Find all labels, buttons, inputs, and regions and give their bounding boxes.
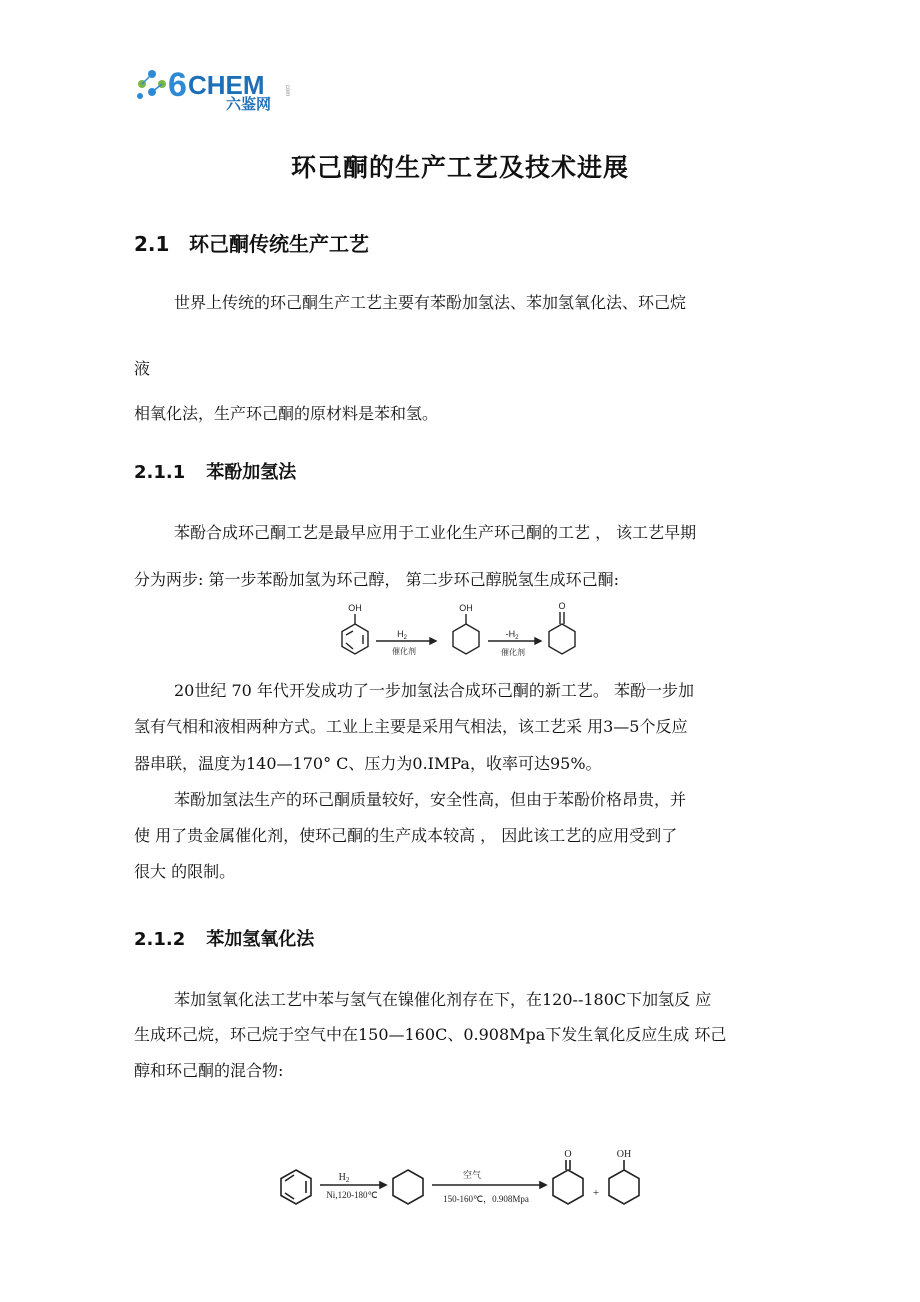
reagent-h: H <box>397 629 404 639</box>
oh-label: OH <box>459 603 473 613</box>
section-2-1-heading <box>134 228 369 257</box>
section-title: 苯加氢氧化法 <box>206 929 315 950</box>
arrow-reagent-top <box>397 629 408 641</box>
cyclohexanone-ring-icon <box>549 624 575 654</box>
oh-label: OH <box>616 1149 632 1160</box>
reagent-minus-h: -H <box>505 629 516 639</box>
document-title: 环己酮的生产工艺及技术进展 <box>290 153 629 182</box>
paragraph-line: 苯酚加氢法生产的环己酮质量较好，安全性高，但由于苯酚价格昂贵，并 <box>174 790 687 809</box>
paragraph-line: 器串联，温度为140—170° C、压力为0.IMPa，收率可达95%。 <box>134 754 602 773</box>
reaction-scheme-benzene <box>272 1140 652 1220</box>
paragraph-line: 醇和环己酮的混合物: <box>134 1061 284 1080</box>
section-number: 2.1.1 <box>134 462 186 483</box>
cyclohexane-ring-icon <box>453 624 479 654</box>
section-number: 2.1.2 <box>134 929 186 950</box>
paragraph-line: 20世纪 70 年代开发成功了一步加氢法合成环己酮的新工艺。 苯酚一步加 <box>174 681 694 700</box>
arrow-condition-label: 150-160℃，0.908Mpa <box>443 1194 529 1204</box>
section-2-1-1-heading <box>134 458 296 484</box>
logo-six: 6 <box>168 66 187 104</box>
reagent-h: H <box>338 1172 346 1183</box>
reagent-subscript: 2 <box>345 1176 350 1184</box>
logo-tag: com <box>284 85 290 97</box>
paragraph-line: 很大 的限制。 <box>134 862 236 881</box>
section-title: 苯酚加氢法 <box>206 462 297 483</box>
section-title: 环己酮传统生产工艺 <box>188 232 369 256</box>
cyclohexane-ring-icon <box>393 1170 423 1204</box>
site-logo <box>132 62 312 122</box>
arrow-reagent-top <box>339 1172 350 1184</box>
reagent-subscript: 2 <box>515 635 519 641</box>
logo-chem: CHEM <box>188 70 265 100</box>
arrow-catalyst-label: 催化剂 <box>501 648 525 657</box>
paragraph-line: 苯加氢氧化法工艺中苯与氢气在镍催化剂存在下，在120--180C下加氢反 应 <box>174 990 712 1009</box>
paragraph-line: 分为两步: 第一步苯酚加氢为环己醇， 第二步环己醇脱氢生成环己酮: <box>134 570 619 589</box>
logo-subtitle: 六鉴网 <box>226 95 272 113</box>
paragraph-line: 相氧化法，生产环己酮的原材料是苯和氢。 <box>134 404 439 423</box>
paragraph-line: 氢有气相和液相两种方式。工业上主要是采用气相法，该工艺采 用3—5个反应 <box>134 717 688 736</box>
arrow-condition-label: Ni,120-180℃ <box>326 1190 378 1200</box>
molecule-logo-icon <box>132 62 312 122</box>
paragraph-line: 液 <box>134 359 151 378</box>
section-number: 2.1 <box>134 232 170 256</box>
arrow-reagent-top <box>506 629 520 641</box>
paragraph-line: 使 用了贵金属催化剂，使环己酮的生产成本较高 ， 因此该工艺的应用受到了 <box>134 826 678 845</box>
arrow-reagent-top: 空气 <box>462 1171 482 1181</box>
oh-label: OH <box>348 603 362 613</box>
paragraph-line: 苯酚合成环己酮工艺是最早应用于工业化生产环己酮的工艺 ， 该工艺早期 <box>174 523 697 542</box>
o-label: O <box>558 601 566 611</box>
arrow-catalyst-label: 催化剂 <box>392 647 416 656</box>
cyclohexanone-ring-icon <box>553 1170 583 1204</box>
section-2-1-2-heading <box>134 925 314 951</box>
cyclohexanol-ring-icon <box>609 1170 639 1204</box>
benzene-ring-icon <box>342 624 368 654</box>
paragraph-line: 世界上传统的环己酮生产工艺主要有苯酚加氢法、苯加氢氧化法、环己烷 <box>174 293 687 312</box>
o-label: O <box>564 1149 572 1160</box>
reaction-scheme-phenol <box>330 598 580 670</box>
paragraph-line: 生成环己烷，环己烷于空气中在150—160C、0.908Mpa下发生氧化反应生成 环己 <box>134 1025 727 1044</box>
reagent-subscript: 2 <box>403 635 407 641</box>
plus-sign: + <box>592 1187 600 1199</box>
